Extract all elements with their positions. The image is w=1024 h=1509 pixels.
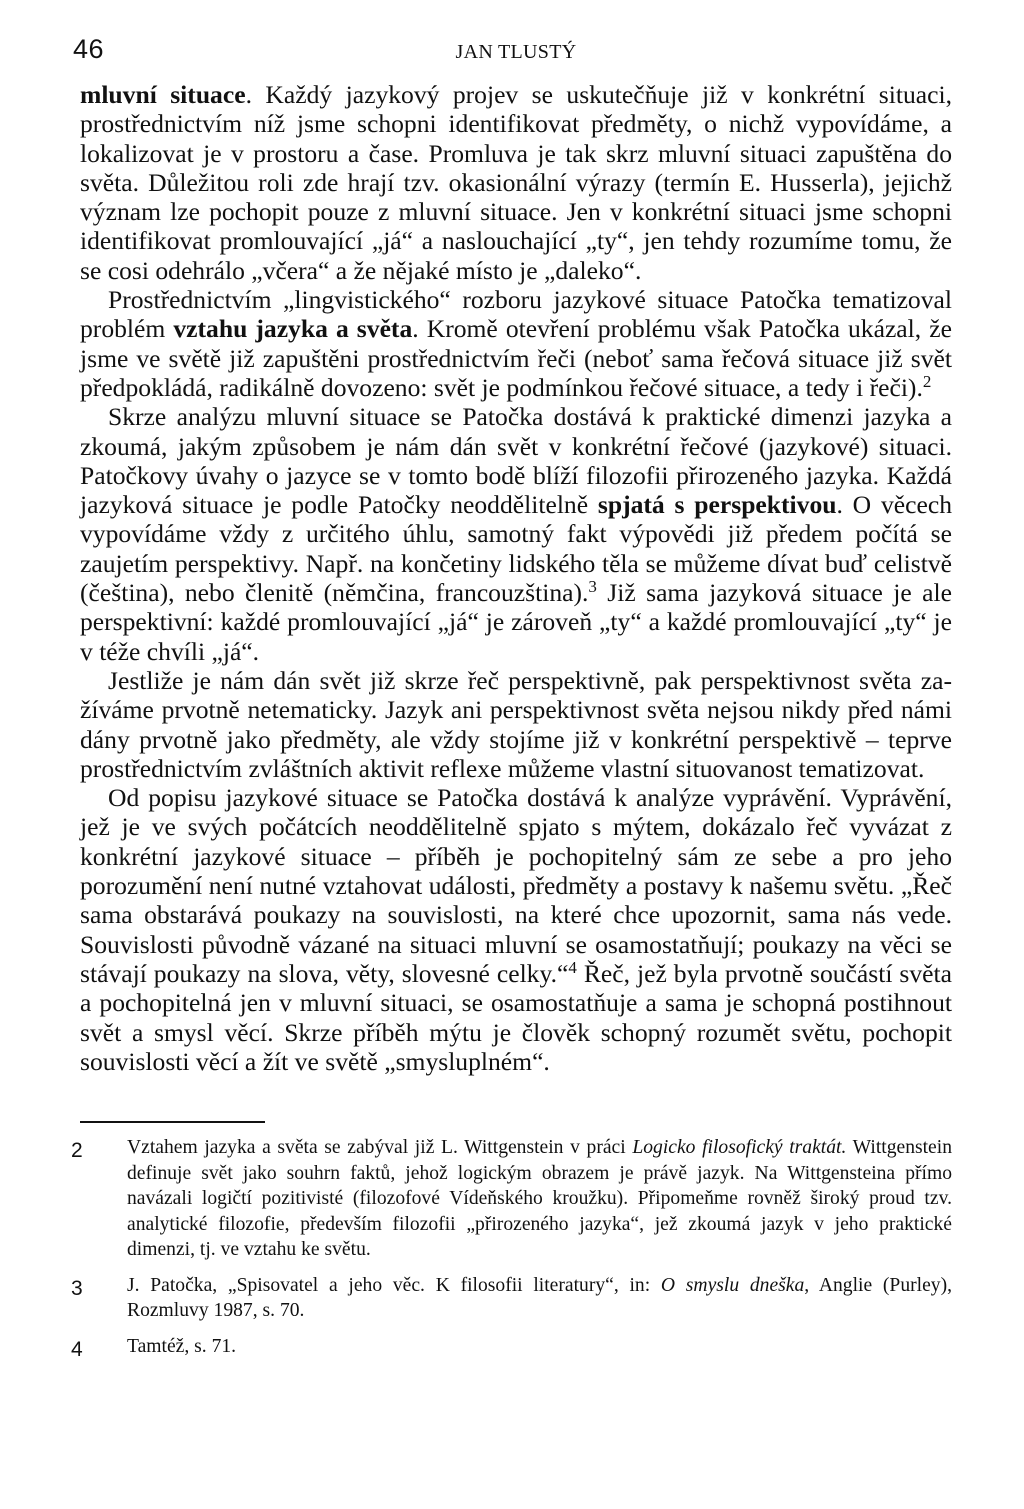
footnote-item xyxy=(71,1273,953,1324)
paragraph-2: Prostřednictvím „lingvistického“ rozboru jazykové situace Patočka tematizoval problém vztahu jazyka a světa. Kromě otevření problému však Patočka ukázal, že jsme ve světě již zapuštěni prostřednictvím řeči (neboť sama řečová situace již svět předpokládá, radikálně dovozeno: svět je podmínkou řečové situace, a tedy i řeči).$^2$ xyxy=(80,285,952,402)
footnote-divider xyxy=(80,1121,265,1123)
footnote-number: 4 xyxy=(71,1337,83,1361)
document-page xyxy=(71,28,953,1369)
footnote-text: Vztahem jazyka a světa se zabýval již L. Wittgenstein v práci Logicko filosofický traktát. Wittgenstein definuje svět jako souhrn faktů, jehož logickým obrazem je právě jazyk. Na Wittgensteina přímo navázali logičtí pozitivisté (filozofové Vídeňského kroužku). Připomeňme rovněž široký proud tzv. analytické filozofie, především filozofii „přirozeného jazyka“, jež zkoumá jazyk v jeho praktické dimenzi, tj. ve vztahu ke světu. xyxy=(127,1137,952,1261)
bold-lead: mluvní situace xyxy=(80,80,246,109)
footnotes xyxy=(71,1135,953,1361)
footnote-number: 3 xyxy=(71,1276,83,1300)
footnote-text: Tamtéž, s. 71. xyxy=(127,1335,237,1357)
running-head: JAN TLUSTÝ xyxy=(455,41,577,63)
paragraph-3: Skrze analýzu mluvní situace se Patočka dostává k praktické dimenzi jazyka a zkoumá, jakým způsobem je nám dán svět v konkrétní řečové (jazykové) situaci. Patočkovy úvahy o jazyce se v tomto bodě blíží filozofii přirozeného jazyka. Každá jazyková situace je podle Patočky neoddělitelně spjatá s perspektivou. O věcech vypovídáme vždy z určitého úhlu, samotný fakt výpovědi již předem počítá se zaujetím perspektivy. Např. na končetiny lidského těla se můžeme dívat buď celistvě (čeština), nebo členitě (němčina, francouzština).$^3$ Již sama jazyková situace je ale perspektivní: každé promlouvající „já“ je zároveň „ty“ a každé promlouvající „ty“ je v téže chvíli „já“. xyxy=(80,402,952,666)
paragraph-4: Jestliže je nám dán svět již skrze řeč perspektivně, pak perspektivnost světa zažíváme prvotně netematicky. Jazyk ani perspektivnost světa nejsou nikdy před námi dány prvotně jako předměty, ale vždy stojíme již v konkrétní perspektivě – teprve prostřednictvím zvláštních aktivit reflexe můžeme vlastní situovanost tematizovat. xyxy=(80,665,952,783)
footnote-item xyxy=(71,1334,952,1361)
footnote-ref[interactable]: 3 xyxy=(588,577,597,597)
footnote-item xyxy=(71,1135,952,1263)
paragraph-5: Od popisu jazykové situace se Patočka dostává k analýze vyprávění. Vyprávění, jež je ve svých počátcích neoddělitelně spjato s mýtem, dokázalo řeč vyvázat z konkrétní jazykové situace – příběh je pochopitelný sám ze sebe a pro jeho porozumění není nutné vztahovat události, předměty a postavy k našemu světu. „Řeč sama obstarává poukazy na souvislosti, na které chce upozornit, sama nás vede. Souvislosti původně vázané na situaci mluvní se osamostatňují; poukazy na věci se stávají poukazy na slova, věty, slovesné celky.“$^4$ Řeč, jež byla prvotně součástí světa a pochopitelná jen v mluvní situaci, se osamostatňuje a sama je schopná postihnout svět a smysl věcí. Skrze příběh mýtu je člověk schopný rozumět světu, pochopit souvislosti věcí a žít ve světě „smysluplném“. xyxy=(80,783,952,1076)
footnote-ref[interactable]: 2 xyxy=(922,371,932,391)
body-text xyxy=(80,80,952,1076)
paragraph-text: . Každý jazykový projev se uskutečňuje již v konkrétní situaci, prostřednictvím níž jsme schopni identifikovat předměty, o nichž vypovídáme, a lokalizovat je v prostoru a čase. Promluva je tak skrz mluvní situaci zapuštěna do světa. Důležitou roli zde hrají tzv. okasionální výrazy (termín E. Husserla), jejichž význam lze pochopit pouze z mluvní situace. Jen v konkrétní situaci jsme schopni identifikovat promlouvající „já“ a naslouchající „ty“, jen tehdy rozumíme tomu, že se cosi odehrálo „včera“ a že nějaké místo je „daleko“. xyxy=(80,80,952,285)
paragraph-1 xyxy=(80,80,952,285)
emphasis: spjatá s perspektivou xyxy=(597,490,837,520)
footnote-number: 2 xyxy=(71,1139,83,1163)
footnote-text: J. Patočka, „Spisovatel a jeho věc. K filosofii literatury“, in: O smyslu dneška, Anglie (Purley), Rozmluvy 1987, s. 70. xyxy=(127,1274,953,1322)
page-number: 46 xyxy=(73,34,105,64)
page-header xyxy=(73,28,952,80)
footnote-ref[interactable]: 4 xyxy=(568,957,577,977)
emphasis: vztahu jazyka a světa xyxy=(173,314,413,344)
